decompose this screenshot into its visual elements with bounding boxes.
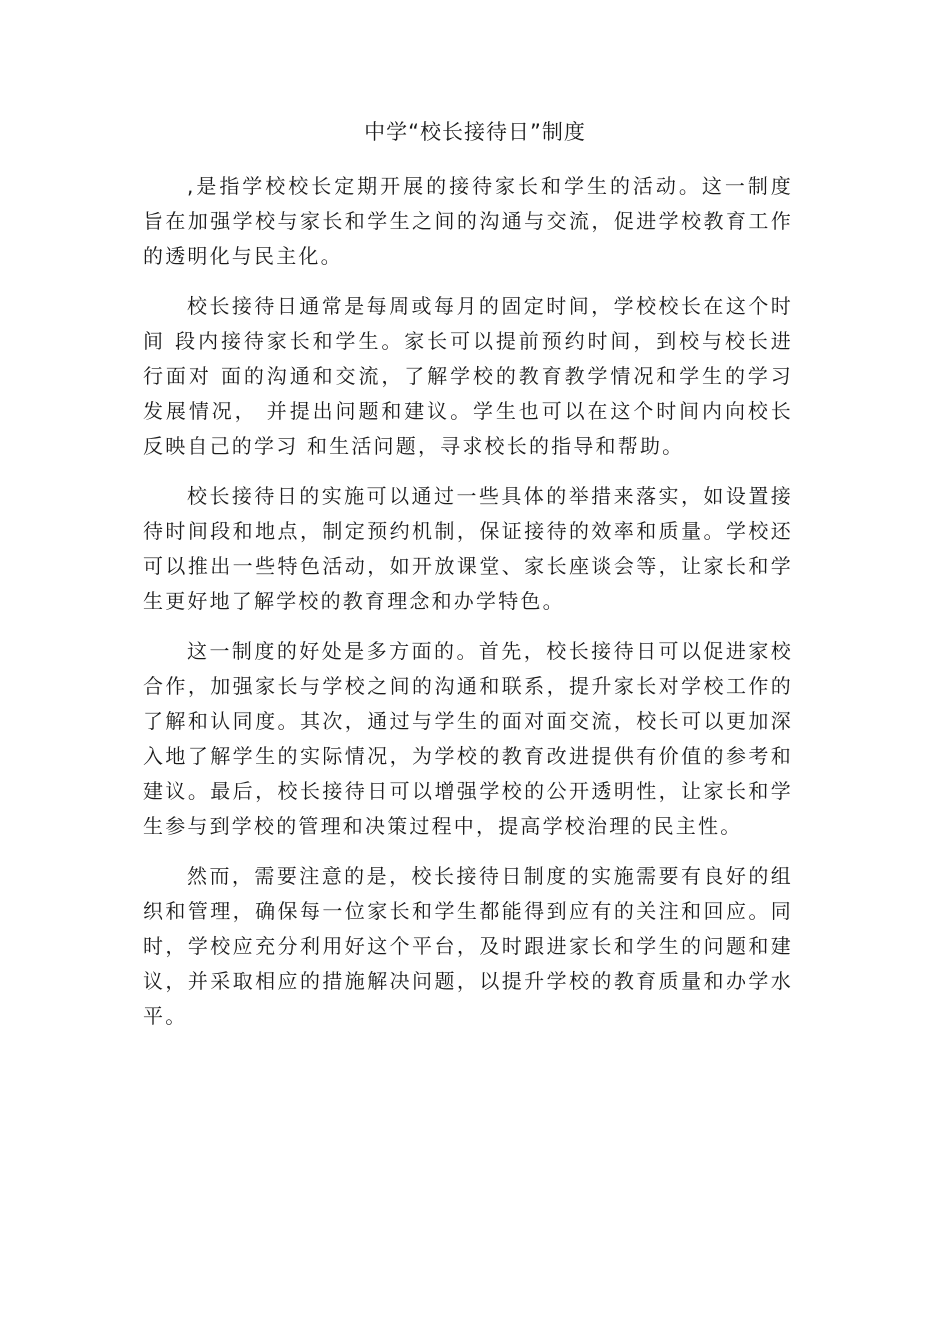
paragraph-3: 校长接待日的实施可以通过一些具体的举措来落实，如设置接待时间段和地点，制定预约机制，保证接待的效率和质量。学校还可以推出一些特色活动，如开放课堂、家长座谈会等，让家长和学生更好地了解学校的教育理念和办学特色。 (143, 484, 793, 613)
document-title: 中学“校长接待日”制度 (364, 120, 586, 144)
paragraph-5: 然而，需要注意的是，校长接待日制度的实施需要有良好的组织和管理，确保每一位家长和学生都能得到应有的关注和回应。同时，学校应充分利用好这个平台，及时跟进家长和学生的问题和建议，并采取相应的措施解决问题，以提升学校的教育质量和办学水平。 (143, 864, 793, 1028)
document-body (143, 169, 793, 1049)
paragraph-1: ,是指学校校长定期开展的接待家长和学生的活动。这一制度旨在加强学校与家长和学生之间的沟通与交流，促进学校教育工作的透明化与民主化。 (143, 174, 793, 268)
paragraph-2: 校长接待日通常是每周或每月的固定时间，学校校长在这个时间 段内接待家长和学生。家长可以提前预约时间，到校与校长进行面对 面的沟通和交流，了解学校的教育教学情况和学生的学习发展情况， 并提出问题和建议。学生也可以在这个时间内向校长反映自己的学习 和生活问题，寻求校长的指导和帮助。 (143, 294, 793, 458)
paragraph-4: 这一制度的好处是多方面的。首先，校长接待日可以促进家校合作，加强家长与学校之间的沟通和联系，提升家长对学校工作的了解和认同度。其次，通过与学生的面对面交流，校长可以更加深入地了解学生的实际情况，为学校的教育改进提供有价值的参考和建议。最后，校长接待日可以增强学校的公开透明性，让家长和学生参与到学校的管理和决策过程中，提高学校治理的民主性。 (143, 639, 793, 838)
